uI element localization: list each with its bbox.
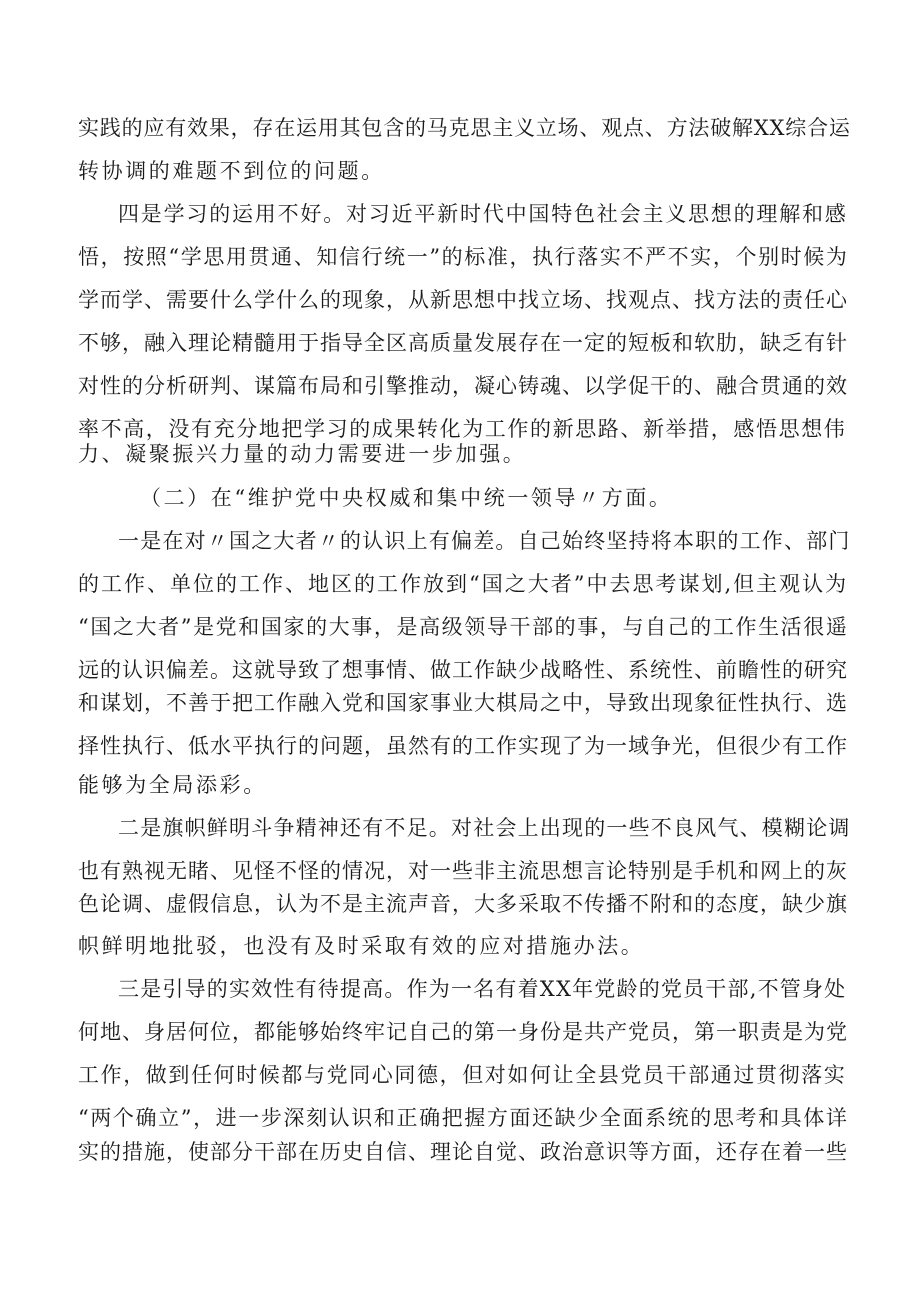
text-line: 学而学、需要什么学什么的现象，从新思想中找立场、找观点、找方法的责任心 [78, 288, 848, 312]
text-line: 实践的应有效果，存在运用其包含的马克思主义立场、观点、方法破解XX综合运 [78, 116, 851, 140]
text-line: 对性的分析研判、谋篇布局和引擎推动，凝心铸魂、以学促干的、融合贯通的效 [78, 374, 848, 398]
text-line: 悟，按照“学思用贯通、知信行统一”的标准，执行落实不严不实，个别时候为 [78, 245, 849, 269]
text-line: 转协调的难题不到位的问题。 [78, 159, 385, 183]
text-line: 色论调、虚假信息，认为不是主流声音，大多采取不传播不附和的态度，缺少旗 [78, 892, 848, 916]
text-line: 的工作、单位的工作、地区的工作放到“国之大者”中去思考谋划,但主观认为 [78, 572, 849, 596]
text-line: 能够为全局添彩。 [78, 773, 267, 797]
text-line: 不够，融入理论精髓用于指导全区高质量发展存在一定的短板和软肋，缺乏有针 [78, 331, 848, 355]
text-line: 二是旗帜鲜明斗争精神还有不足。对社会上出现的一些不良风气、模糊论调 [118, 816, 851, 840]
text-line: 四是学习的运用不好。对习近平新时代中国特色社会主义思想的理解和感 [118, 202, 848, 226]
text-line: 也有熟视无睹、见怪不怪的情况，对一些非主流思想言论特别是手机和网上的灰 [78, 859, 848, 883]
text-line: 何地、身居何位，都能够始终牢记自己的第一身份是共产党员，第一职责是为党 [78, 1020, 848, 1044]
text-line: 一是在对〃国之大者〃的认识上有偏差。自己始终坚持将本职的工作、部门 [118, 529, 851, 553]
text-line: 三是引导的实效性有待提高。作为一名有着XX年党龄的党员干部,不管身处 [118, 977, 847, 1001]
text-line: 实的措施，使部分干部在历史自信、理论自觉、政治意识等方面，还存在着一些 [78, 1140, 848, 1164]
text-line: “国之大者”是党和国家的大事，是高级领导干部的事，与自己的工作生活很遥 [78, 615, 849, 639]
text-line: 择性执行、低水平执行的问题，虽然有的工作实现了为一域争光，但很少有工作 [78, 734, 848, 758]
text-line: 工作，做到任何时候都与党同心同德，但对如何让全县党员干部通过贯彻落实 [78, 1063, 847, 1087]
text-line: 力、凝聚振兴力量的动力需要进一步加强。 [78, 442, 527, 466]
text-line: 远的认识偏差。这就导致了想事情、做工作缺少战略性、系统性、前瞻性的研究 [78, 658, 848, 682]
text-line: 和谋划，不善于把工作融入党和国家事业大棋局之中，导致出现象征性执行、选 [78, 691, 848, 715]
text-line: 率不高，没有充分地把学习的成果转化为工作的新思路、新举措，感悟思想伟 [78, 417, 847, 441]
text-line: 帜鲜明地批驳，也没有及时采取有效的应对措施办法。 [78, 934, 645, 958]
text-line: “两个确立”，进一步深刻认识和正确把握方面还缺少全面系统的思考和具体详 [78, 1106, 849, 1130]
section-heading: （二）在“维护党中央权威和集中统一领导〃方面。 [140, 486, 673, 510]
